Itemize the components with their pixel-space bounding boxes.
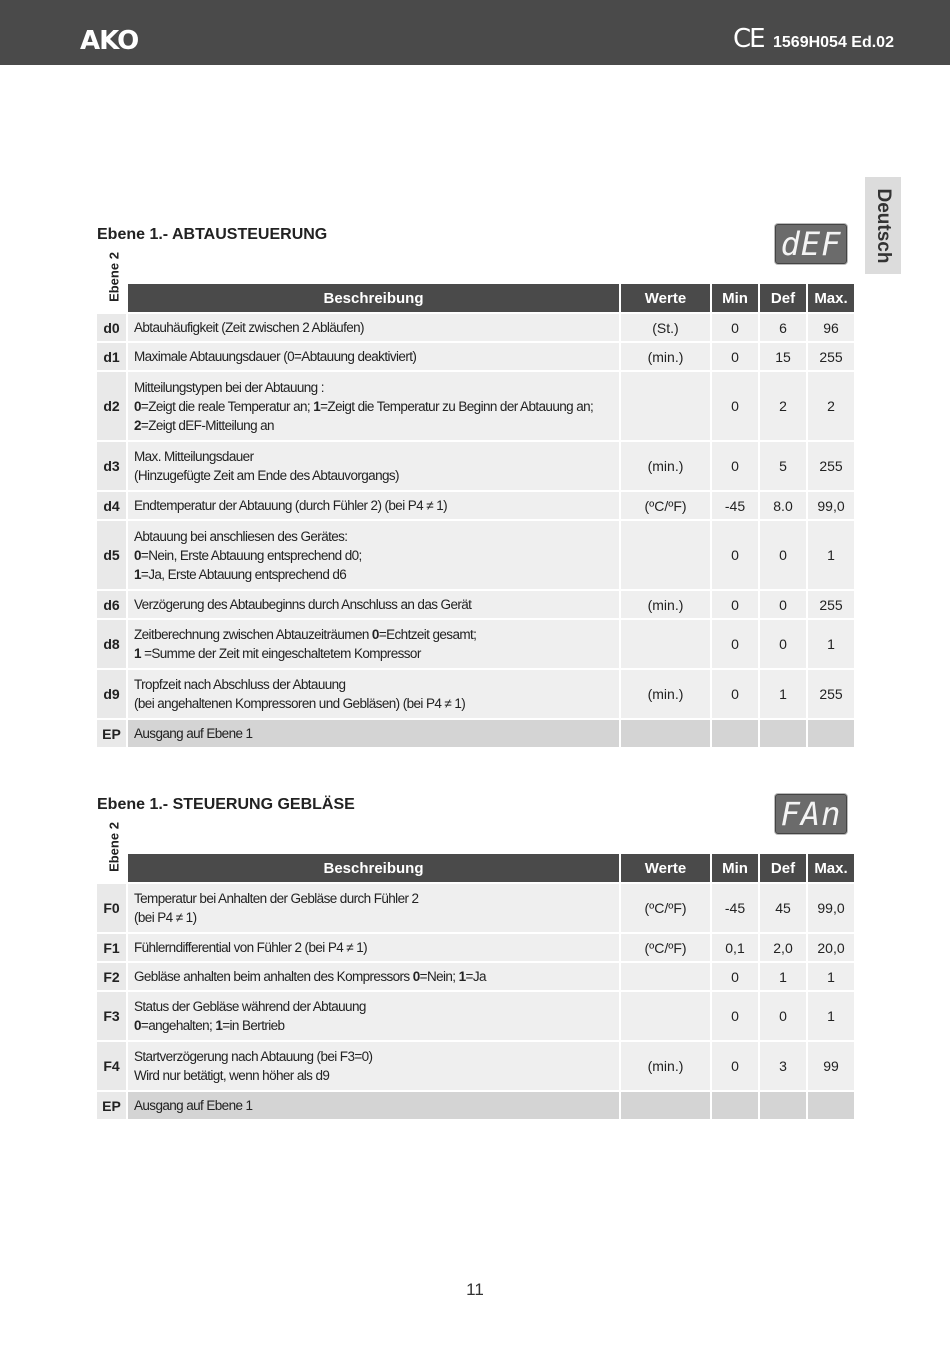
parameter-default: 5 — [760, 442, 806, 490]
document-reference: 1569H054 Ed.02 — [773, 34, 894, 51]
parameter-default: 0 — [760, 521, 806, 589]
parameter-default — [760, 720, 806, 747]
parameter-description — [128, 591, 619, 618]
parameter-description — [128, 521, 619, 589]
parameter-units — [621, 372, 710, 440]
parameter-min — [712, 1092, 758, 1119]
parameter-units: (min.) — [621, 591, 710, 618]
description-line: Zeitberechnung zwischen Abtauzeiträumen 0=Echtzeit gesamt; — [134, 627, 477, 642]
description-line: Endtemperatur der Abtauung (durch Fühler 2) (bei P4 ≠ 1) — [134, 498, 447, 513]
table-row — [97, 934, 854, 961]
parameter-max: 99,0 — [808, 492, 854, 519]
parameter-code: F4 — [97, 1042, 126, 1090]
table-row — [97, 442, 854, 490]
column-header-min: Min — [712, 284, 758, 312]
parameter-min: 0 — [712, 992, 758, 1040]
parameter-units — [621, 620, 710, 668]
parameter-max: 255 — [808, 442, 854, 490]
table-row — [97, 720, 854, 747]
table-row — [97, 670, 854, 718]
parameter-code: d6 — [97, 591, 126, 618]
parameter-max: 99,0 — [808, 884, 854, 932]
table-row — [97, 620, 854, 668]
table-row — [97, 492, 854, 519]
column-header-max: Max. — [808, 284, 854, 312]
parameter-min: 0 — [712, 963, 758, 990]
description-line: Ausgang auf Ebene 1 — [134, 726, 253, 741]
parameter-default: 1 — [760, 963, 806, 990]
description-line: (bei P4 ≠ 1) — [134, 910, 197, 925]
parameter-min: 0 — [712, 591, 758, 618]
description-line: Startverzögerung nach Abtauung (bei F3=0) — [134, 1049, 373, 1064]
parameter-description — [128, 934, 619, 961]
parameter-description — [128, 372, 619, 440]
parameter-code: d3 — [97, 442, 126, 490]
parameter-code: EP — [97, 1092, 126, 1119]
parameter-description — [128, 442, 619, 490]
parameter-default — [760, 1092, 806, 1119]
column-header-values: Werte — [621, 284, 710, 312]
description-line: Max. Mitteilungsdauer — [134, 449, 254, 464]
table-row — [97, 1092, 854, 1119]
parameter-default: 2 — [760, 372, 806, 440]
section-title: Ebene 1.- ABTAUSTEUERUNG — [97, 226, 328, 243]
led-display-icon: dEF — [774, 223, 848, 265]
description-line: 0=Nein, Erste Abtauung entsprechend d0; — [134, 547, 362, 563]
table-row — [97, 992, 854, 1040]
parameter-description — [128, 343, 619, 370]
parameter-code: F2 — [97, 963, 126, 990]
table-row — [97, 884, 854, 932]
parameter-code: F0 — [97, 884, 126, 932]
parameter-default: 3 — [760, 1042, 806, 1090]
description-line: 1=Ja, Erste Abtauung entsprechend d6 — [134, 566, 347, 582]
parameter-default: 2,0 — [760, 934, 806, 961]
parameter-min: 0 — [712, 343, 758, 370]
parameter-table — [95, 282, 856, 749]
parameter-default: 6 — [760, 314, 806, 341]
parameter-max: 255 — [808, 591, 854, 618]
parameter-min: 0 — [712, 372, 758, 440]
column-header-max: Max. — [808, 854, 854, 882]
description-line: Abtauhäufigkeit (Zeit zwischen 2 Abläufen) — [134, 320, 364, 335]
description-line: Maximale Abtauungsdauer (0=Abtauung deaktiviert) — [134, 349, 417, 364]
ako-logo: AKO — [80, 26, 139, 56]
parameter-default: 8.0 — [760, 492, 806, 519]
description-line: Status der Gebläse während der Abtauung — [134, 999, 366, 1014]
parameter-code: d0 — [97, 314, 126, 341]
table-row — [97, 343, 854, 370]
parameter-units — [621, 1092, 710, 1119]
column-header-min: Min — [712, 854, 758, 882]
parameter-units: (ºC/ºF) — [621, 492, 710, 519]
description-line: (Hinzugefügte Zeit am Ende des Abtauvorgangs) — [134, 468, 399, 483]
page-header — [0, 0, 950, 65]
parameter-code: F3 — [97, 992, 126, 1040]
page-number: 11 — [466, 1280, 484, 1299]
parameter-units: (min.) — [621, 670, 710, 718]
parameter-min: 0,1 — [712, 934, 758, 961]
table-row — [97, 521, 854, 589]
parameter-table — [95, 852, 856, 1121]
parameter-max: 1 — [808, 963, 854, 990]
parameter-description — [128, 992, 619, 1040]
parameter-min: 0 — [712, 521, 758, 589]
column-header-description: Beschreibung — [128, 854, 619, 882]
parameter-units: (min.) — [621, 343, 710, 370]
description-line: Mitteilungstypen bei der Abtauung : — [134, 379, 324, 395]
parameter-min: 0 — [712, 620, 758, 668]
parameter-max: 99 — [808, 1042, 854, 1090]
description-line: (bei angehaltenen Kompressoren und Gebläsen) (bei P4 ≠ 1) — [134, 696, 466, 711]
level-label: Ebene 2 — [106, 252, 122, 302]
parameter-code: d1 — [97, 343, 126, 370]
parameter-description — [128, 963, 619, 990]
parameter-description — [128, 492, 619, 519]
parameter-description — [128, 1042, 619, 1090]
description-line: Wird nur betätigt, wenn höher als d9 — [134, 1068, 330, 1083]
parameter-default: 45 — [760, 884, 806, 932]
description-line: Temperatur bei Anhalten der Gebläse durch Fühler 2 — [134, 891, 419, 906]
column-header-description: Beschreibung — [128, 284, 619, 312]
header-blank — [97, 284, 126, 312]
parameter-description — [128, 670, 619, 718]
table-row — [97, 963, 854, 990]
table-row — [97, 314, 854, 341]
parameter-default: 15 — [760, 343, 806, 370]
description-line: 1 =Summe der Zeit mit eingeschaltetem Kompressor — [134, 646, 421, 661]
parameter-max: 255 — [808, 670, 854, 718]
parameter-min: -45 — [712, 884, 758, 932]
parameter-code: d2 — [97, 372, 126, 440]
parameter-units: (St.) — [621, 314, 710, 341]
table-row — [97, 591, 854, 618]
parameter-code: d5 — [97, 521, 126, 589]
language-tab — [865, 177, 901, 274]
parameter-description — [128, 1092, 619, 1119]
parameter-description — [128, 314, 619, 341]
description-line: Verzögerung des Abtaubeginns durch Anschluss an das Gerät — [134, 597, 472, 612]
language-label: Deutsch — [873, 188, 894, 263]
column-header-values: Werte — [621, 854, 710, 882]
parameter-units: (ºC/ºF) — [621, 934, 710, 961]
parameter-max: 1 — [808, 521, 854, 589]
parameter-description — [128, 884, 619, 932]
parameter-default: 1 — [760, 670, 806, 718]
parameter-max: 1 — [808, 620, 854, 668]
description-line: Gebläse anhalten beim anhalten des Kompressors 0=Nein; 1=Ja — [134, 969, 486, 984]
parameter-max: 1 — [808, 992, 854, 1040]
description-line: 0=Zeigt die reale Temperatur an; 1=Zeigt die Temperatur zu Beginn der Abtauung an; — [134, 398, 594, 414]
parameter-max: 20,0 — [808, 934, 854, 961]
parameter-min: 0 — [712, 442, 758, 490]
level-label: Ebene 2 — [106, 822, 122, 872]
parameter-units: (min.) — [621, 442, 710, 490]
parameter-max — [808, 720, 854, 747]
parameter-max: 255 — [808, 343, 854, 370]
parameter-min: 0 — [712, 1042, 758, 1090]
column-header-def: Def — [760, 854, 806, 882]
parameter-code: F1 — [97, 934, 126, 961]
table-row — [97, 1042, 854, 1090]
parameter-code: d8 — [97, 620, 126, 668]
parameter-units: (min.) — [621, 1042, 710, 1090]
header-blank — [97, 854, 126, 882]
parameter-min: -45 — [712, 492, 758, 519]
parameter-default: 0 — [760, 992, 806, 1040]
ce-mark-icon: CE — [733, 24, 764, 54]
parameter-code: d4 — [97, 492, 126, 519]
description-line: Tropfzeit nach Abschluss der Abtauung — [134, 677, 346, 692]
description-line: Ausgang auf Ebene 1 — [134, 1098, 253, 1113]
parameter-units — [621, 963, 710, 990]
table-row — [97, 372, 854, 440]
parameter-min: 0 — [712, 670, 758, 718]
parameter-units — [621, 521, 710, 589]
section-title: Ebene 1.- STEUERUNG GEBLÄSE — [97, 796, 355, 813]
description-line: 0=angehalten; 1=in Bertrieb — [134, 1018, 285, 1033]
parameter-description — [128, 620, 619, 668]
parameter-max: 2 — [808, 372, 854, 440]
parameter-max — [808, 1092, 854, 1119]
parameter-units: (ºC/ºF) — [621, 884, 710, 932]
parameter-min: 0 — [712, 314, 758, 341]
description-line: Abtauung bei anschliesen des Gerätes: — [134, 528, 348, 544]
led-display-icon: FAn — [774, 793, 848, 835]
description-line: 2=Zeigt dEF-Mitteilung an — [134, 417, 274, 433]
parameter-min — [712, 720, 758, 747]
parameter-max: 96 — [808, 314, 854, 341]
parameter-default: 0 — [760, 591, 806, 618]
parameter-default: 0 — [760, 620, 806, 668]
parameter-units — [621, 720, 710, 747]
parameter-code: d9 — [97, 670, 126, 718]
parameter-description — [128, 720, 619, 747]
parameter-units — [621, 992, 710, 1040]
parameter-code: EP — [97, 720, 126, 747]
description-line: Fühlerndifferential von Fühler 2 (bei P4 ≠ 1) — [134, 940, 368, 955]
column-header-def: Def — [760, 284, 806, 312]
